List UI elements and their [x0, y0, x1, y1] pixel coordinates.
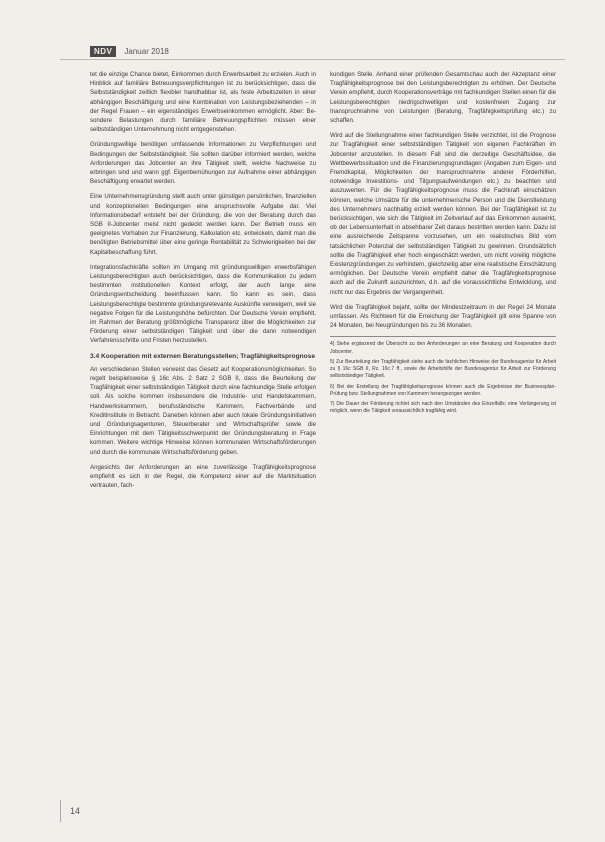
left-paragraph-3: Eine Unternehmensgründung stellt auch unter günstigen persönlichen, finanziellen und konzeptionellen Bedingungen eine anspruchsvolle Aufgabe dar. Viel Informationsbedarf entsteht bei der Gründung, die von der Beratung durch das SGB II-Jobcenter meist nicht gedeckt werden kann. Der Betrieb muss ein geeignetes Vorhaben zur Finanzierung, Kalkulation etc. entwickeln, damit man die benötigten Betriebsmittel über eine geringe Rentabilität zu Schwierigkeiten bei der Kapitalbeschaffung führt.: [90, 193, 316, 256]
footnote: 7) Die Dauer der Förderung richtet sich nach den Umständen des Einzelfalls; eine Verlängerung ist möglich, wenn die Tätigkeit voraussichtlich tragfähig wird.: [330, 400, 556, 415]
right-paragraph-3: Wird die Tragfähigkeit bejaht, sollte der Mindestzeitraum in der Regel 24 Monate umfassen. Als Richtwert für die Erreichung der Tragfähigkeit gilt eine Spanne von 24 Monaten, bei Neugründungen bis zu 36 Monaten.: [330, 303, 556, 330]
footnote: 4) Siehe ergänzend die Übersicht zu den Anforderungen an eine Beratung und Kooperation durch Jobcenter.: [330, 341, 556, 355]
ndv-logo: NDV: [90, 46, 116, 57]
left-paragraph-2: Gründungswillige benötigen umfassende Informationen zu Verpflichtungen und Bedingungen der Selbstständigkeit. Sie sollten darüber informiert werden, welche Anforderungen das Jobcenter an ihre Tätigkeit stellt, welche Nachweise zu erbringen sind und wann ggf. Eigenbemühungen zur Aufnahme einer abhängigen Beschäftigung erwartet werden.: [90, 141, 316, 186]
left-column: [90, 70, 316, 496]
left-paragraph-5: An verschiedenen Stellen verweist das Gesetz auf Kooperationsmöglichkeiten. So regelt beispielsweise § 16c Abs. 2 Satz 2 SGB II, dass die Beurteilung der Tragfähigkeit einer selbstständigen Tätigkeit durch eine fachkundige Stelle erfolgen soll. Als solche kommen insbesondere die Industrie- und Handelskammern, Handwerkskammern, berufsständische Kammern, Fachverbände und Kreditinstitute in Betracht. Daneben können aber auch lokale Gründungsinitiativen und Gründungsagenturen, Steuerberater und Wirtschaftsprüfer sowie die Einrichtungen mit dem Tätigkeitsschwerpunkt der Gründungsberatung in Frage kommen. Weitere wichtige Hinweise können kommunalen Wirtschaftsförderungen und durch die kommunale Wirtschaftsförderung geben.: [90, 365, 316, 456]
page-number: 14: [70, 806, 81, 816]
header-date: Januar 2018: [124, 47, 169, 56]
left-paragraph-6: Angesichts der Anforderungen an eine zuverlässige Tragfähigkeitsprognose empfiehlt es sich in der Regel, die Kompetenz einer auf die Marktsituation vertrauten, fach-: [90, 463, 316, 490]
left-paragraph-1: tet die einzige Chance bietet, Einkommen durch Erwerbsarbeit zu erzielen. Auch in Hinblick auf familiäre Betreuungsverpflichtungen ist zu berücksichtigen, dass die Selbstständigkeit zeitlich flexibler handhabbar ist, als feste Arbeitszeiten in einer abhängigen Beschäftigung und eine Kombination von Leistungsbeziehenden – in der Regel Frauen – ein eigenständiges Erwerbseinkommen ermöglicht. Aber: Besondere Belastungen durch familiäre Betreuungspflichten müssen einer selbstständigen Unternehmung nicht entgegenstehen.: [90, 71, 316, 134]
footnote: 6) Bei der Erstellung der Tragfähigkeitsprognose können auch die Ergebnisse der Businessplan-Prüfung bzw. Stellungnahmen von Kammern herangezogen werden.: [330, 383, 556, 397]
header-rule: [60, 59, 565, 60]
right-column: [330, 70, 556, 418]
footnote: 5) Zur Beurteilung der Tragfähigkeit siehe auch die fachlichen Hinweise der Bundesagentur für Arbeit zu § 16c SGB II, Rz. 16c.7 ff., sowie die Arbeitshilfe der Bundesagentur für Arbeit zur Förderung selbstständiger Tätigkeit.: [330, 358, 556, 380]
section-number: 3.4: [90, 352, 100, 360]
page-number-bar: [60, 800, 61, 822]
section-title: Kooperation mit externen Beratungsstellen; Tragfähigkeitsprognose: [101, 352, 315, 360]
page-header: [90, 46, 169, 57]
right-paragraph-2: Wird auf die Stellungnahme einer fachkundigen Stelle verzichtet, ist die Prognose zur Tragfähigkeit einer selbstständigen Tätigkeit von eigenen Fachkräften im Jobcenter anzustellen. In diesem Fall sind die derzeitige Geschäftsidee, die Wettbewerbssituation und die Finanzierungsgrundlagen (Angaben zum Eigen- und Fremdkapital, Möglichkeiten der Inanspruchnahme anderer Förderhilfen, notwendige Investitions- und Tilgungsaufwendungen etc.) zu beachten und auszuwerten. Für die Tragfähigkeitsprognose muss die Fachkraft einschätzen können, welche Umsätze für die unternehmerische Person und die Dienstleistung des Unternehmers nachhaltig erzielt werden können. Bei der Tragfähigkeit ist zu berücksichtigen, wie sich die Tätigkeit im Zeitverlauf auf das Einkommen auswirkt, ob der Lebensunterhalt in absehbarer Zeit daraus bestritten werden kann. Dazu ist eine ausreichende Zeitspanne vorzusehen, um ein realistisches Bild vom tatsächlichen Potenzial der selbstständigen Tätigkeit zu gewinnen. Grundsätzlich sollte die Tragfähigkeit eher hoch eingeschätzt werden, um nicht voreilig mögliche Existenzgründungen zu verhindern, gleichzeitig aber eine realistische Einschätzung ermöglichen. Der Deutsche Verein empfiehlt daher die Tragfähigkeitsprognose auch auf die Zukunft auszurichten, d.h. auf die voraussichtliche Entwicklung, und nicht nur das Ergebnis der Vergangenheit.: [330, 132, 556, 296]
section-heading: [90, 352, 316, 361]
right-paragraph-1: kundigen Stelle. Anhand einer prüfenden Gesamtschau auch der Akzeptanz einer Tragfähigkeitsprognose bei den Leistungsberechtigten zu erhöhen. Der Deutsche Verein empfiehlt, durch Kooperationsverträge mit fachkundigen Stellen einen für die Leistungsberechtigten niedrigschwelligen und kostenfreien Zugang zur Inanspruchnahme von Leistungen (Beratung, Tragfähigkeitsprüfung etc.) zu schaffen.: [330, 71, 556, 125]
footnotes: [330, 336, 556, 415]
left-paragraph-4: Integrationsfachkräfte sollten im Umgang mit gründungswilligen erwerbsfähigen Leistungsberechtigten auch berücksichtigen, dass die Kommunikation zu jedem bestimmten institutionellen Kontext erfolgt, der auch lange eine Gründungsentscheidung beeinflussen kann. So kann es sein, dass Leistungsberechtigte bestimmte gründungsrelevante Auskünfte verweigern, weil sie negative Folgen für die Leistungshöhe befürchten. Der Deutsche Verein empfiehlt, im Rahmen der Beratung größtmögliche Transparenz über die Möglichkeiten zur Förderung einer selbstständigen Tätigkeit und über die dann notwendigen Verfahrensschritte und Fristen herzustellen.: [90, 263, 316, 345]
